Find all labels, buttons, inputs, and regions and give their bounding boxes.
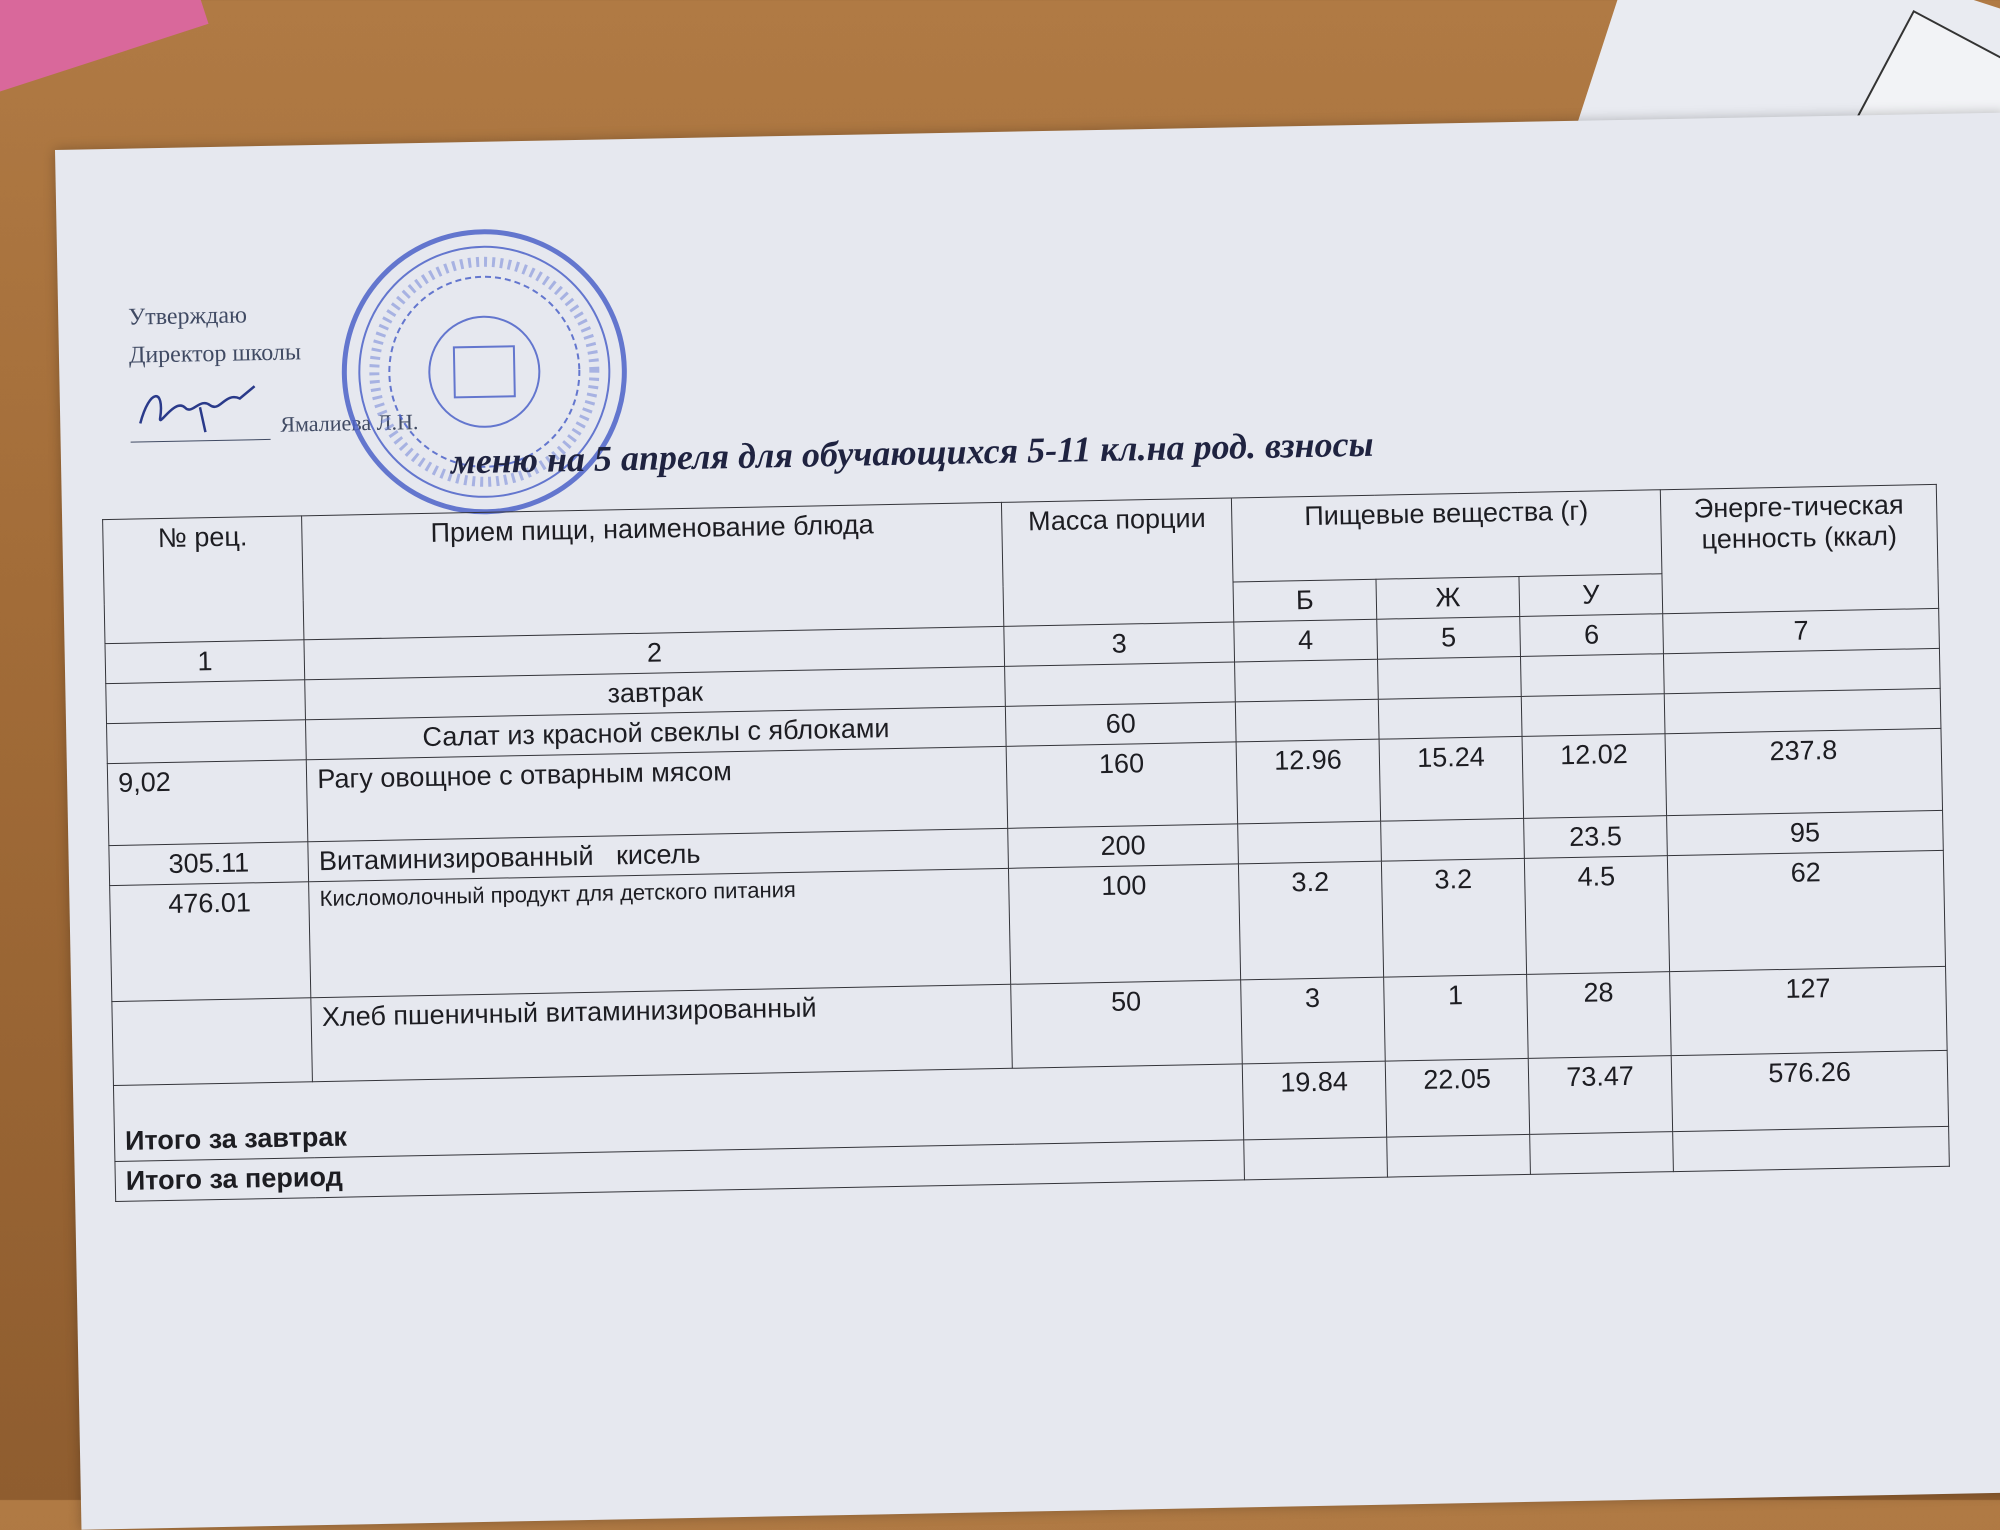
row-zh [1381,818,1525,861]
row-kcal: 95 [1667,810,1944,855]
header-zh: Ж [1376,576,1520,619]
total-breakfast-label: Итого за завтрак [113,1064,1243,1162]
colnum: 2 [304,626,1005,679]
row-dish: Кисломолочный продукт для детского питания [309,868,1011,997]
row-zh: 3.2 [1381,858,1526,977]
colnum: 5 [1377,616,1521,659]
total-b: 19.84 [1242,1061,1386,1140]
colnum: 3 [1004,622,1235,666]
pink-paper-corner [0,0,209,92]
row-mass: 200 [1008,824,1239,868]
row-mass: 50 [1011,980,1242,1068]
meal-label: завтрак [305,666,1006,719]
header-energy: Энерге-тическая ценность (ккал) [1660,484,1938,613]
menu-title: меню на 5 апреля для обучающихся 5-11 кл.на род. взносы [450,423,1374,482]
row-zh: 15.24 [1379,736,1524,821]
row-kcal: 127 [1670,966,1947,1055]
row-b: 3 [1241,977,1386,1064]
row-u [1521,694,1665,737]
total-zh: 22.05 [1385,1058,1529,1137]
row-dish: Салат из красной свеклы с яблоками [306,706,1007,759]
row-mass: 60 [1005,702,1236,746]
row-kcal: 62 [1667,850,1945,971]
director-label: Директор школы [128,339,302,369]
row-dish: Хлеб пшеничный витаминизированный [311,984,1012,1081]
row-u: 28 [1527,972,1672,1059]
row-u: 4.5 [1524,856,1669,975]
row-num [112,998,313,1086]
row-b [1235,699,1379,742]
header-dish: Прием пищи, наименование блюда [302,502,1004,639]
row-dish: Витаминизированный кисель [308,828,1009,881]
header-u: У [1519,574,1663,617]
row-b [1238,821,1382,864]
approve-label: Утверждаю [127,302,248,331]
header-num: № рец. [103,516,305,644]
row-num: 9,02 [107,760,308,846]
header-b: Б [1233,579,1377,622]
colnum: 6 [1520,614,1664,657]
row-mass: 100 [1009,864,1241,984]
header-nutrients: Пищевые вещества (г) [1231,490,1662,582]
row-num: 476.01 [110,882,311,1002]
row-u: 12.02 [1522,734,1667,819]
handwritten-signature [129,376,270,439]
colnum: 4 [1234,619,1378,662]
signer-name: Ямалиева Л.Н. [280,409,419,437]
menu-table [102,484,1950,1202]
total-kcal: 576.26 [1671,1050,1948,1131]
row-zh [1378,696,1522,739]
row-dish: Рагу овощное с отварным мясом [306,746,1007,841]
row-num [107,720,307,764]
row-u: 23.5 [1524,816,1668,859]
approval-block [128,295,302,374]
row-b: 12.96 [1236,739,1381,824]
row-kcal: 237.8 [1665,728,1942,815]
row-mass: 160 [1006,742,1237,828]
total-period-label: Итого за период [115,1140,1245,1202]
row-kcal [1664,688,1941,733]
row-num: 305.11 [109,842,309,886]
row-b: 3.2 [1238,861,1383,980]
colnum: 1 [105,640,305,684]
signature-line [131,439,271,443]
header-mass: Масса порции [1002,498,1234,626]
total-u: 73.47 [1528,1056,1672,1135]
menu-document [55,113,2000,1530]
colnum: 7 [1663,608,1940,653]
row-zh: 1 [1384,974,1529,1061]
